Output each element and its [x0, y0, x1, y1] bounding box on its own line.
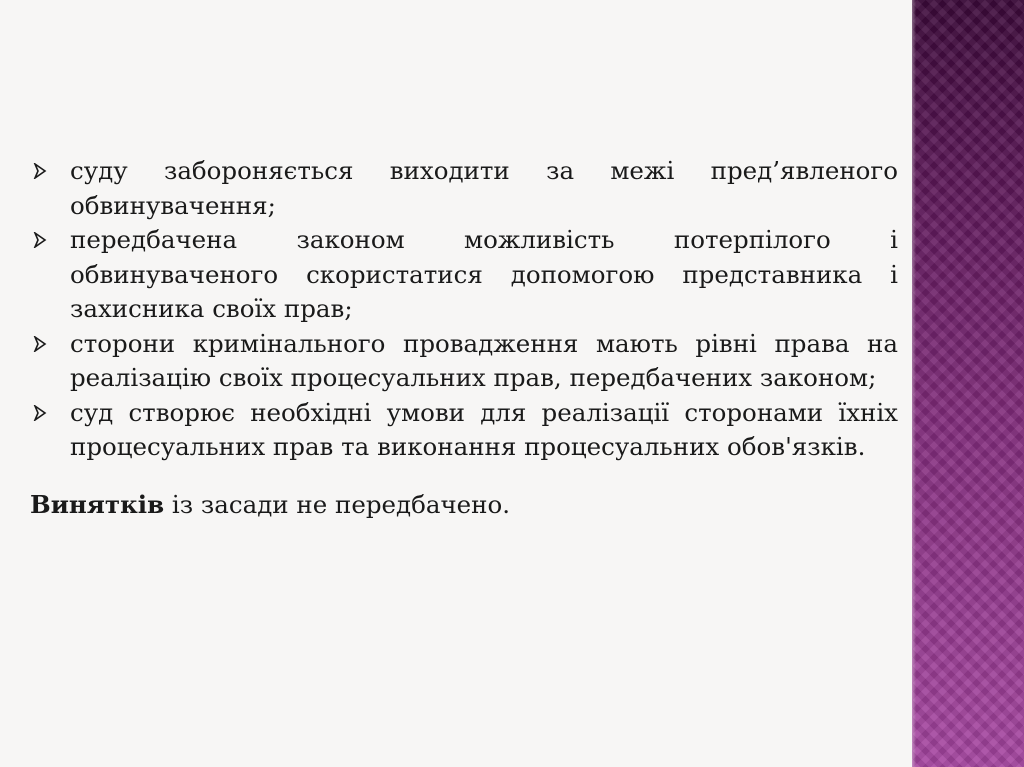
list-item	[30, 327, 898, 396]
side-bar-texture	[912, 0, 1024, 767]
summary-rest: із засади не передбачено.	[164, 489, 511, 519]
side-bar-highlight	[912, 0, 916, 767]
bullet-list	[30, 154, 898, 465]
bullet-text: передбачена законом можливість потерпілого і обвинуваченого скористатися допомогою представника і захисника своїх прав;	[70, 225, 898, 323]
summary-bold-term: Винятків	[30, 489, 165, 519]
list-item	[30, 223, 898, 327]
arrowhead-bullet-icon	[32, 232, 48, 248]
arrowhead-bullet-icon	[32, 405, 48, 421]
bullet-text: сторони кримінального провадження мають рівні права на реалізацію своїх процесуальних прав, передбачених законом;	[70, 328, 898, 392]
summary-line	[30, 488, 898, 523]
arrowhead-bullet-icon	[32, 336, 48, 352]
list-item	[30, 396, 898, 465]
bullet-text: суд створює необхідні умови для реалізації сторонами їхніх процесуальних прав та виконання процесуальних обов'язків.	[70, 397, 898, 461]
arrowhead-bullet-icon	[32, 163, 48, 179]
list-item	[30, 154, 898, 223]
bullet-text: суду забороняється виходити за межі пред’явленого обвинувачення;	[70, 156, 898, 220]
slide-content	[30, 154, 898, 522]
decorative-side-bar	[912, 0, 1024, 767]
